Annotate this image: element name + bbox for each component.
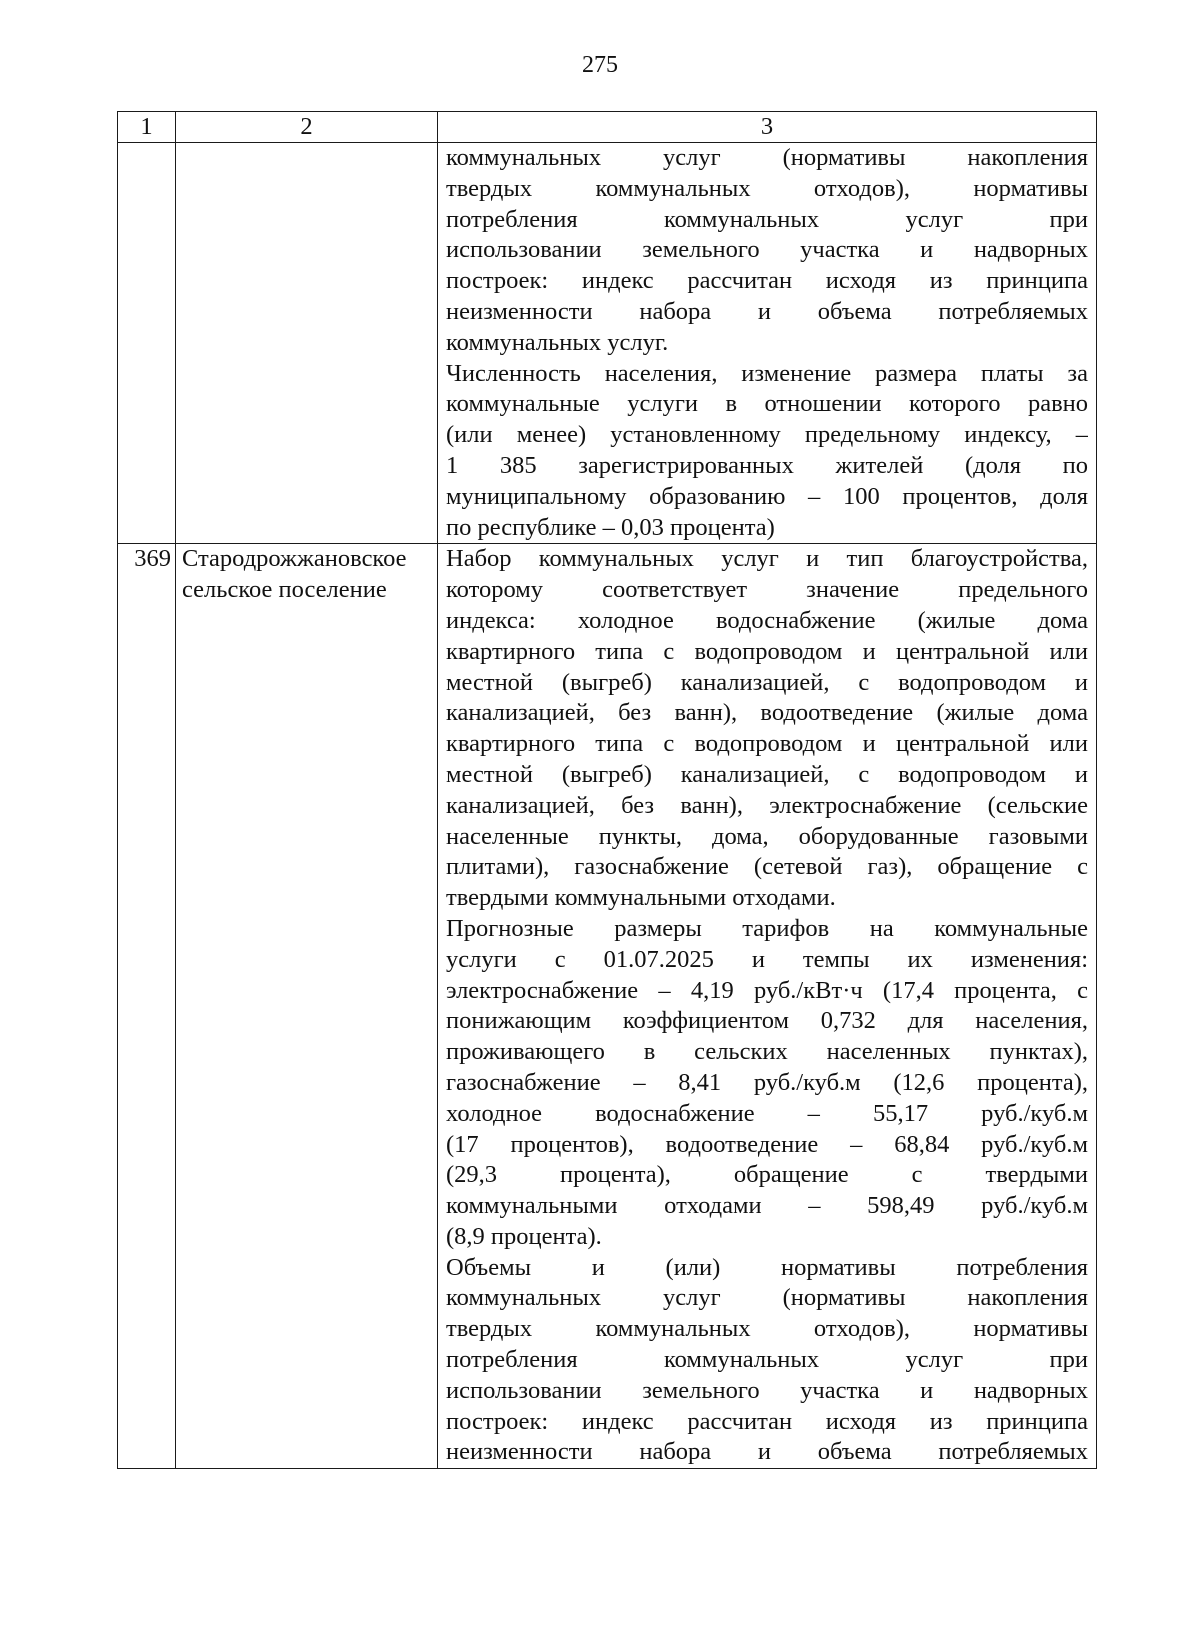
- entry-name-cell: [176, 544, 438, 1469]
- text-line: неизменности набора и объема потребляемых: [446, 297, 1088, 325]
- text-line: твердыми коммунальными отходами.: [446, 884, 836, 912]
- text-line: твердых коммунальных отходов), нормативы: [446, 1315, 1088, 1343]
- page-number: 275: [582, 52, 618, 78]
- text-line: (8,9 процента).: [446, 1222, 602, 1250]
- text-line: населенные пункты, дома, оборудованные газовыми: [446, 822, 1088, 850]
- text-line: потребления коммунальных услуг при: [446, 205, 1088, 233]
- text-line: канализацией, без ванн), электроснабжение (сельские: [446, 791, 1088, 819]
- continuation-description-cell: [438, 143, 1097, 544]
- text-line: построек: индекс рассчитан исходя из принципа: [446, 267, 1088, 295]
- text-line: (29,3 процента), обращение с твердыми: [446, 1161, 1088, 1189]
- column-header-2: 2: [176, 112, 438, 143]
- text-line: газоснабжение – 8,41 руб./куб.м (12,6 процента),: [446, 1068, 1088, 1096]
- entry-name-line: сельское поселение: [182, 576, 387, 604]
- entry-name-line: Стародрожжановское: [182, 545, 407, 573]
- text-line: муниципальному образованию – 100 процентов, доля: [446, 482, 1088, 510]
- text-line: коммунальных услуг (нормативы накопления: [446, 144, 1088, 171]
- text-line: потребления коммунальных услуг при: [446, 1346, 1088, 1374]
- text-line: проживающего в сельских населенных пунктах),: [446, 1038, 1088, 1066]
- text-line: твердых коммунальных отходов), нормативы: [446, 174, 1088, 202]
- text-line: по республике – 0,03 процента): [446, 513, 775, 541]
- text-line: Прогнозные размеры тарифов на коммунальные: [446, 914, 1088, 942]
- continuation-name-cell: [176, 143, 438, 544]
- entry-description-cell: [438, 544, 1097, 1469]
- text-line: (или менее) установленному предельному индексу, –: [446, 421, 1088, 449]
- column-header-1: 1: [118, 112, 176, 143]
- table-header-row: [118, 112, 1097, 143]
- text-line: канализацией, без ванн), водоотведение (жилые дома: [446, 699, 1088, 727]
- text-line: которому соответствует значение предельного: [446, 576, 1088, 604]
- text-line: использовании земельного участка и надворных: [446, 236, 1088, 264]
- text-line: плитами), газоснабжение (сетевой газ), обращение с: [446, 853, 1088, 881]
- tariff-table: [117, 111, 1097, 1469]
- text-line: квартирного типа с водопроводом и центральной или: [446, 730, 1088, 758]
- text-line: построек: индекс рассчитан исходя из принципа: [446, 1407, 1088, 1435]
- text-line: услуги с 01.07.2025 и темпы их изменения:: [446, 945, 1088, 973]
- text-line: коммунальные услуги в отношении которого равно: [446, 390, 1088, 418]
- text-line: Численность населения, изменение размера платы за: [446, 359, 1088, 387]
- text-line: индекса: холодное водоснабжение (жилые дома: [446, 606, 1088, 634]
- text-line: местной (выгреб) канализацией, с водопроводом и: [446, 668, 1088, 696]
- text-line: Объемы и (или) нормативы потребления: [446, 1253, 1088, 1281]
- text-line: квартирного типа с водопроводом и центральной или: [446, 637, 1088, 665]
- text-line: коммунальных услуг.: [446, 328, 669, 356]
- continuation-number-cell: [118, 143, 176, 544]
- text-line: холодное водоснабжение – 55,17 руб./куб.м: [446, 1099, 1088, 1127]
- text-line: использовании земельного участка и надворных: [446, 1376, 1088, 1404]
- entry-number: 369: [118, 544, 176, 1469]
- text-line: 1 385 зарегистрированных жителей (доля по: [446, 451, 1088, 479]
- column-header-3: 3: [438, 112, 1097, 143]
- text-line: Набор коммунальных услуг и тип благоустройства,: [446, 545, 1088, 573]
- table-row-continuation: [118, 143, 1097, 544]
- text-line: понижающим коэффициентом 0,732 для населения,: [446, 1007, 1088, 1035]
- text-line: неизменности набора и объема потребляемых: [446, 1438, 1088, 1466]
- text-line: местной (выгреб) канализацией, с водопроводом и: [446, 760, 1088, 788]
- text-line: электроснабжение – 4,19 руб./кВт·ч (17,4 процента, с: [446, 976, 1088, 1004]
- text-line: коммунальных услуг (нормативы накопления: [446, 1284, 1088, 1312]
- text-line: (17 процентов), водоотведение – 68,84 руб./куб.м: [446, 1130, 1088, 1158]
- table-row-369: [118, 544, 1097, 1469]
- text-line: коммунальными отходами – 598,49 руб./куб.м: [446, 1192, 1088, 1220]
